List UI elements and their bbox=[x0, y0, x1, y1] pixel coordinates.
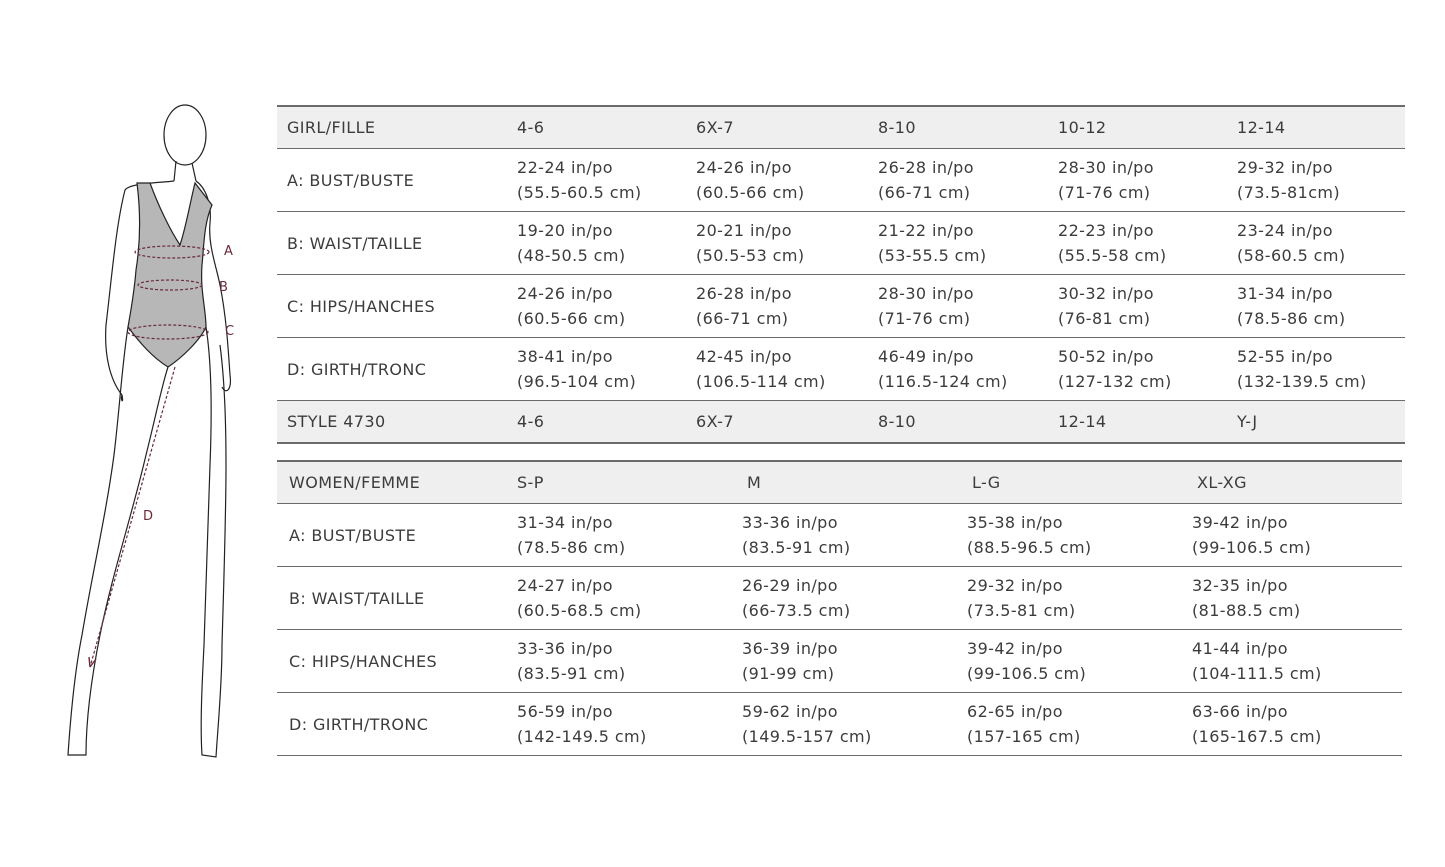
style-size: 4-6 bbox=[507, 401, 686, 444]
size-cell: 42-45 in/po (106.5-114 cm) bbox=[686, 338, 868, 401]
size-cell: 31-34 in/po (78.5-86 cm) bbox=[507, 504, 732, 567]
size-cell: 28-30 in/po (71-76 cm) bbox=[1048, 149, 1227, 212]
size-cell: 23-24 in/po (58-60.5 cm) bbox=[1227, 212, 1405, 275]
size-cell: 39-42 in/po (99-106.5 cm) bbox=[957, 630, 1182, 693]
head-shape bbox=[164, 105, 206, 165]
size-cell: 36-39 in/po (91-99 cm) bbox=[732, 630, 957, 693]
body-outline-illustration bbox=[40, 95, 270, 775]
size-cell: 33-36 in/po (83.5-91 cm) bbox=[732, 504, 957, 567]
label-a: A bbox=[224, 244, 233, 259]
right-leg-outline bbox=[201, 327, 226, 757]
girl-header-size: 8-10 bbox=[868, 106, 1048, 149]
style-row bbox=[277, 401, 1405, 444]
size-cell: 52-55 in/po (132-139.5 cm) bbox=[1227, 338, 1405, 401]
garment-shape bbox=[128, 183, 212, 367]
size-cell: 26-29 in/po (66-73.5 cm) bbox=[732, 567, 957, 630]
women-size-table bbox=[277, 460, 1402, 756]
row-label: C: HIPS/HANCHES bbox=[277, 630, 507, 693]
size-cell: 32-35 in/po (81-88.5 cm) bbox=[1182, 567, 1402, 630]
row-label: B: WAIST/TAILLE bbox=[277, 212, 507, 275]
size-cell: 22-24 in/po (55.5-60.5 cm) bbox=[507, 149, 686, 212]
size-cell: 20-21 in/po (50.5-53 cm) bbox=[686, 212, 868, 275]
row-label: A: BUST/BUSTE bbox=[277, 504, 507, 567]
table-row bbox=[277, 338, 1405, 401]
label-c: C bbox=[225, 324, 235, 339]
size-cell: 62-65 in/po (157-165 cm) bbox=[957, 693, 1182, 756]
size-cell: 19-20 in/po (48-50.5 cm) bbox=[507, 212, 686, 275]
size-cell: 46-49 in/po (116.5-124 cm) bbox=[868, 338, 1048, 401]
women-header-row bbox=[277, 461, 1402, 504]
girl-header-title: GIRL/FILLE bbox=[277, 106, 507, 149]
size-cell: 30-32 in/po (76-81 cm) bbox=[1048, 275, 1227, 338]
women-header-title: WOMEN/FEMME bbox=[277, 461, 507, 504]
style-size: 12-14 bbox=[1048, 401, 1227, 444]
girl-header-size: 4-6 bbox=[507, 106, 686, 149]
women-header-size: L-G bbox=[957, 461, 1182, 504]
size-cell: 56-59 in/po (142-149.5 cm) bbox=[507, 693, 732, 756]
size-cell: 24-26 in/po (60.5-66 cm) bbox=[507, 275, 686, 338]
size-cell: 21-22 in/po (53-55.5 cm) bbox=[868, 212, 1048, 275]
women-header-size: M bbox=[732, 461, 957, 504]
table-row bbox=[277, 212, 1405, 275]
size-cell: 59-62 in/po (149.5-157 cm) bbox=[732, 693, 957, 756]
size-cell: 38-41 in/po (96.5-104 cm) bbox=[507, 338, 686, 401]
row-label: D: GIRTH/TRONC bbox=[277, 338, 507, 401]
style-size: Y-J bbox=[1227, 401, 1405, 444]
girl-header-row bbox=[277, 106, 1405, 149]
size-cell: 24-26 in/po (60.5-66 cm) bbox=[686, 149, 868, 212]
size-cell: 31-34 in/po (78.5-86 cm) bbox=[1227, 275, 1405, 338]
label-b: B bbox=[219, 280, 228, 295]
row-label: A: BUST/BUSTE bbox=[277, 149, 507, 212]
size-cell: 26-28 in/po (66-71 cm) bbox=[868, 149, 1048, 212]
size-cell: 63-66 in/po (165-167.5 cm) bbox=[1182, 693, 1402, 756]
size-cell: 28-30 in/po (71-76 cm) bbox=[868, 275, 1048, 338]
girl-header-size: 12-14 bbox=[1227, 106, 1405, 149]
size-cell: 29-32 in/po (73.5-81 cm) bbox=[957, 567, 1182, 630]
size-cell: 26-28 in/po (66-71 cm) bbox=[686, 275, 868, 338]
size-cell: 39-42 in/po (99-106.5 cm) bbox=[1182, 504, 1402, 567]
label-d: D bbox=[143, 509, 154, 524]
size-cell: 29-32 in/po (73.5-81cm) bbox=[1227, 149, 1405, 212]
left-leg-outline bbox=[68, 327, 168, 755]
girl-header-size: 6X-7 bbox=[686, 106, 868, 149]
table-row bbox=[277, 504, 1402, 567]
row-label: B: WAIST/TAILLE bbox=[277, 567, 507, 630]
measurement-figure bbox=[40, 95, 270, 775]
girl-size-table bbox=[277, 105, 1405, 444]
size-cell: 22-23 in/po (55.5-58 cm) bbox=[1048, 212, 1227, 275]
table-row bbox=[277, 567, 1402, 630]
table-row bbox=[277, 693, 1402, 756]
girth-measure-line bbox=[90, 367, 175, 667]
size-cell: 33-36 in/po (83.5-91 cm) bbox=[507, 630, 732, 693]
style-size: 8-10 bbox=[868, 401, 1048, 444]
women-header-size: S-P bbox=[507, 461, 732, 504]
style-size: 6X-7 bbox=[686, 401, 868, 444]
size-cell: 24-27 in/po (60.5-68.5 cm) bbox=[507, 567, 732, 630]
women-header-size: XL-XG bbox=[1182, 461, 1402, 504]
row-label: D: GIRTH/TRONC bbox=[277, 693, 507, 756]
table-row bbox=[277, 275, 1405, 338]
size-cell: 50-52 in/po (127-132 cm) bbox=[1048, 338, 1227, 401]
style-label: STYLE 4730 bbox=[277, 401, 507, 444]
size-cell: 35-38 in/po (88.5-96.5 cm) bbox=[957, 504, 1182, 567]
table-row bbox=[277, 630, 1402, 693]
table-row bbox=[277, 149, 1405, 212]
row-label: C: HIPS/HANCHES bbox=[277, 275, 507, 338]
girl-header-size: 10-12 bbox=[1048, 106, 1227, 149]
size-cell: 41-44 in/po (104-111.5 cm) bbox=[1182, 630, 1402, 693]
